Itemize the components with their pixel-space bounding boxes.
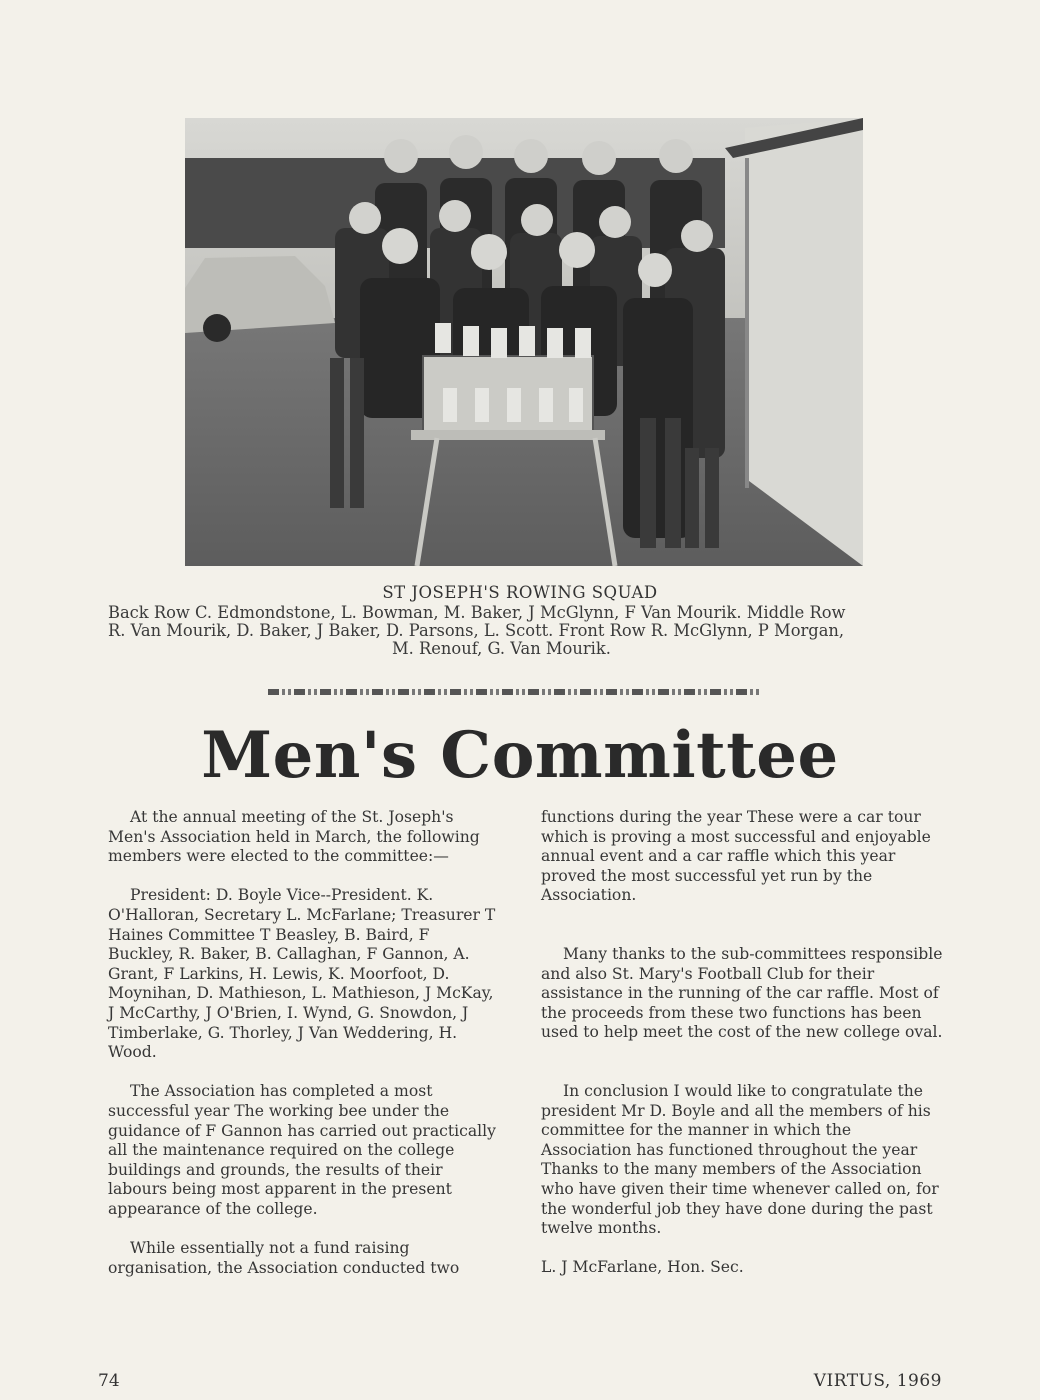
article-column-right — [541, 808, 943, 1297]
paragraph: The Association has completed a most successful year The working bee under the guidance of F Gannon has carried out practically all the maintenance required on the college buildings and grounds, the results of their labours being most apparent in the present appearance of the college. — [108, 1082, 496, 1218]
paragraph: President: D. Boyle Vice--President. K. O'Halloran, Secretary L. McFarlane; Treasurer T Haines Committee T Beasley, B. Baird, F Buckley, R. Baker, B. Callaghan, F Gannon, A. Grant, F Larkins, H. Lewis, K. Moorfoot, D. Moynihan, D. Mathieson, L. Mathieson, J McKay, J McCarthy, J O'Brien, I. Wynd, G. Snowdon, J Timberlake, G. Thorley, J Van Weddering, H. Wood. — [108, 886, 496, 1062]
paragraph: functions during the year These were a car tour which is proving a most successful and enjoyable annual event and a car raffle which this year proved the most successful yet run by the Association. — [541, 808, 931, 905]
paragraph: Many thanks to the sub-committees responsible and also St. Mary's Football Club for their assistance in the running of the car raffle. Most of the proceeds from these two functions has been used to help meet the cost of the new college oval. — [541, 944, 943, 1042]
caption-line: R. Van Mourik, D. Baker, J Baker, D. Parsons, L. Scott. Front Row R. McGlynn, P Morgan, — [108, 621, 845, 640]
caption-line: Back Row C. Edmondstone, L. Bowman, M. Baker, J McGlynn, F Van Mourik. Middle Row — [108, 603, 846, 622]
paragraph: At the annual meeting of the St. Joseph's Men's Association held in March, the following members were elected to the committee:— — [108, 808, 480, 866]
article-heading: Men's Committee — [201, 718, 839, 793]
caption-line: M. Renouf, G. Van Mourik. — [392, 639, 611, 658]
team-photo — [185, 118, 863, 566]
ornamental-divider — [268, 689, 760, 695]
paragraph: In conclusion I would like to congratulate the president Mr D. Boyle and all the members of his committee for the manner in which the Association has functioned throughout the year Thanks to the many members of the Association who have given their time whenever called on, for the wonderful job they have done during the past twelve months. — [541, 1081, 939, 1238]
photo-caption-title: ST JOSEPH'S ROWING SQUAD — [382, 583, 658, 602]
team-photo-icon — [185, 118, 863, 566]
page-number: 74 — [98, 1371, 120, 1391]
publication-name: VIRTUS, 1969 — [813, 1371, 942, 1391]
signoff: L. J McFarlane, Hon. Sec. — [541, 1258, 744, 1277]
paragraph: While essentially not a fund raising organisation, the Association conducted two — [108, 1239, 460, 1277]
photo-caption — [108, 604, 936, 658]
article-column-left — [108, 808, 496, 1298]
